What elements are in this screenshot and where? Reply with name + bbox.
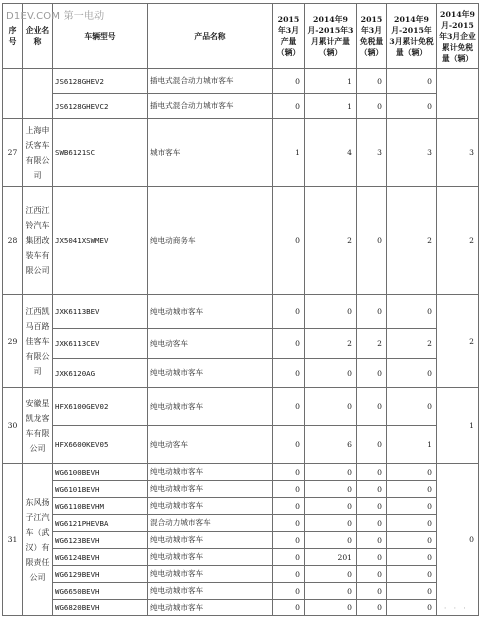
- cell-mar-production: 0: [273, 426, 305, 464]
- cell-cumulative-production: 0: [305, 566, 357, 583]
- cell-vehicle-model: JS6128GHEVC2: [53, 94, 148, 119]
- cell-mar-exemption: 0: [357, 498, 387, 515]
- vehicle-exemption-table: [2, 3, 479, 616]
- cell-serial-no: 29: [3, 295, 23, 388]
- table-row: [3, 583, 479, 600]
- cell-company-name: 江西江铃汽车集团改装车有限公司: [23, 187, 53, 295]
- cell-company-name: 安徽星凯龙客车有限公司: [23, 388, 53, 464]
- cell-mar-production: 0: [273, 481, 305, 498]
- cell-mar-production: 0: [273, 566, 305, 583]
- cell-mar-production: 0: [273, 295, 305, 329]
- header-product: 产品名称: [148, 4, 273, 69]
- cell-corp-cumulative-exemption: 2: [437, 295, 479, 388]
- cell-mar-production: 0: [273, 329, 305, 359]
- cell-mar-exemption: 0: [357, 566, 387, 583]
- cell-mar-production: 0: [273, 515, 305, 532]
- table-row: [3, 426, 479, 464]
- cell-corp-cumulative-exemption: [437, 69, 479, 119]
- cell-mar-exemption: 0: [357, 426, 387, 464]
- cell-product-name: 纯电动客车: [148, 329, 273, 359]
- cell-vehicle-model: JX5041XSWMEV: [53, 187, 148, 295]
- cell-cumulative-production: 1: [305, 94, 357, 119]
- header-cumulative-production: 2014年9月-2015年3月累计产量（辆）: [305, 4, 357, 69]
- cell-mar-exemption: 0: [357, 583, 387, 600]
- cell-cumulative-exemption: 0: [387, 515, 437, 532]
- cell-product-name: 纯电动城市客车: [148, 532, 273, 549]
- table-row: [3, 69, 479, 94]
- cell-cumulative-production: 2: [305, 329, 357, 359]
- cell-mar-production: 0: [273, 600, 305, 616]
- cell-vehicle-model: SWB6121SC: [53, 119, 148, 187]
- cell-cumulative-production: 0: [305, 388, 357, 426]
- table-row: [3, 515, 479, 532]
- cell-mar-exemption: 0: [357, 532, 387, 549]
- header-cumulative-exemption: 2014年9月-2015年3月累计免税量（辆）: [387, 4, 437, 69]
- cell-product-name: 纯电动城市客车: [148, 498, 273, 515]
- cell-mar-production: 0: [273, 187, 305, 295]
- cell-corp-cumulative-exemption: 1: [437, 388, 479, 464]
- cell-mar-exemption: 0: [357, 515, 387, 532]
- cell-vehicle-model: WG6101BEVH: [53, 481, 148, 498]
- header-mar-production: 2015年3月产量（辆）: [273, 4, 305, 69]
- cell-vehicle-model: WG6100BEVH: [53, 464, 148, 481]
- cell-vehicle-model: WG6820BEVH: [53, 600, 148, 616]
- table-row: [3, 388, 479, 426]
- cell-cumulative-exemption: 1: [387, 426, 437, 464]
- cell-vehicle-model: WG6123BEVH: [53, 532, 148, 549]
- cell-product-name: 纯电动城市客车: [148, 464, 273, 481]
- cell-mar-exemption: 0: [357, 481, 387, 498]
- cell-company-name: 江西凯马百路佳客车有限公司: [23, 295, 53, 388]
- cell-cumulative-production: 0: [305, 295, 357, 329]
- table-row: [3, 359, 479, 388]
- cell-product-name: 纯电动商务车: [148, 187, 273, 295]
- cell-cumulative-exemption: 0: [387, 295, 437, 329]
- table-row: [3, 481, 479, 498]
- cell-cumulative-exemption: 0: [387, 549, 437, 566]
- table-row: [3, 464, 479, 481]
- cell-cumulative-exemption: 0: [387, 583, 437, 600]
- cell-vehicle-model: WG6124BEVH: [53, 549, 148, 566]
- cell-mar-exemption: 0: [357, 388, 387, 426]
- table-row: [3, 94, 479, 119]
- cell-vehicle-model: JXK6120AG: [53, 359, 148, 388]
- cell-cumulative-exemption: 0: [387, 388, 437, 426]
- table-row: [3, 119, 479, 187]
- cell-cumulative-exemption: 0: [387, 481, 437, 498]
- cell-cumulative-production: 6: [305, 426, 357, 464]
- cell-vehicle-model: WG6121PHEVBA: [53, 515, 148, 532]
- cell-product-name: 纯电动城市客车: [148, 566, 273, 583]
- cell-serial-no: 30: [3, 388, 23, 464]
- cell-mar-production: 0: [273, 583, 305, 600]
- cell-vehicle-model: JS6128GHEV2: [53, 69, 148, 94]
- cell-corp-cumulative-exemption: 0: [437, 464, 479, 616]
- cell-cumulative-production: 0: [305, 464, 357, 481]
- cell-serial-no: [3, 69, 23, 119]
- cell-cumulative-exemption: 3: [387, 119, 437, 187]
- cell-vehicle-model: JXK6113BEV: [53, 295, 148, 329]
- cell-product-name: 纯电动客车: [148, 426, 273, 464]
- cell-vehicle-model: JXK6113CEV: [53, 329, 148, 359]
- cell-mar-production: 0: [273, 359, 305, 388]
- header-model: 车辆型号: [53, 4, 148, 69]
- cell-serial-no: 31: [3, 464, 23, 616]
- cell-company-name: [23, 69, 53, 119]
- cell-product-name: 纯电动城市客车: [148, 295, 273, 329]
- table-row: [3, 295, 479, 329]
- cell-vehicle-model: WG6129BEVH: [53, 566, 148, 583]
- cell-company-name: 东风扬子江汽车（武汉）有限责任公司: [23, 464, 53, 616]
- cell-company-name: 上海申沃客车有限公司: [23, 119, 53, 187]
- cell-cumulative-production: 0: [305, 359, 357, 388]
- cell-cumulative-exemption: 2: [387, 187, 437, 295]
- cell-serial-no: 28: [3, 187, 23, 295]
- cell-mar-production: 0: [273, 464, 305, 481]
- header-company: 企业名称: [23, 4, 53, 69]
- table-row: [3, 566, 479, 583]
- cell-mar-exemption: 0: [357, 359, 387, 388]
- header-corp-cumulative-exemption: 2014年9月-2015年3月企业累计免税量（辆）: [437, 4, 479, 69]
- cell-product-name: 纯电动城市客车: [148, 388, 273, 426]
- cell-cumulative-exemption: 0: [387, 69, 437, 94]
- cell-corp-cumulative-exemption: 2: [437, 187, 479, 295]
- cell-mar-exemption: 0: [357, 94, 387, 119]
- table-row: [3, 187, 479, 295]
- cell-mar-exemption: 0: [357, 69, 387, 94]
- cell-product-name: 纯电动城市客车: [148, 549, 273, 566]
- cell-mar-production: 0: [273, 388, 305, 426]
- cell-mar-production: 1: [273, 119, 305, 187]
- cell-corp-cumulative-exemption: 3: [437, 119, 479, 187]
- cell-cumulative-production: 0: [305, 532, 357, 549]
- cell-cumulative-production: 0: [305, 583, 357, 600]
- table-row: [3, 329, 479, 359]
- cell-mar-production: 0: [273, 498, 305, 515]
- cell-mar-exemption: 3: [357, 119, 387, 187]
- table-row: [3, 498, 479, 515]
- cell-mar-exemption: 2: [357, 329, 387, 359]
- table-row: [3, 549, 479, 566]
- cell-cumulative-production: 201: [305, 549, 357, 566]
- cell-cumulative-production: 0: [305, 498, 357, 515]
- cell-cumulative-production: 2: [305, 187, 357, 295]
- cell-product-name: 城市客车: [148, 119, 273, 187]
- scroll-indicator: · · ·: [443, 604, 468, 614]
- cell-cumulative-exemption: 2: [387, 329, 437, 359]
- cell-product-name: 纯电动城市客车: [148, 600, 273, 616]
- cell-cumulative-production: 4: [305, 119, 357, 187]
- cell-mar-exemption: 0: [357, 464, 387, 481]
- cell-cumulative-exemption: 0: [387, 359, 437, 388]
- cell-mar-production: 0: [273, 69, 305, 94]
- header-mar-exemption: 2015年3月免税量（辆）: [357, 4, 387, 69]
- cell-cumulative-production: 1: [305, 69, 357, 94]
- cell-serial-no: 27: [3, 119, 23, 187]
- cell-mar-exemption: 0: [357, 187, 387, 295]
- cell-cumulative-exemption: 0: [387, 94, 437, 119]
- cell-product-name: 纯电动城市客车: [148, 583, 273, 600]
- cell-cumulative-production: 0: [305, 600, 357, 616]
- cell-mar-production: 0: [273, 94, 305, 119]
- table-row: [3, 600, 479, 616]
- cell-mar-exemption: 0: [357, 600, 387, 616]
- cell-cumulative-production: 0: [305, 481, 357, 498]
- cell-product-name: 纯电动城市客车: [148, 481, 273, 498]
- header-no: 序号: [3, 4, 23, 69]
- cell-cumulative-production: 0: [305, 515, 357, 532]
- cell-product-name: 纯电动城市客车: [148, 359, 273, 388]
- cell-cumulative-exemption: 0: [387, 600, 437, 616]
- cell-mar-production: 0: [273, 549, 305, 566]
- table-row: [3, 532, 479, 549]
- cell-product-name: 插电式混合动力城市客车: [148, 69, 273, 94]
- watermark: D1EV.COM 第一电动: [6, 11, 105, 22]
- cell-vehicle-model: HFX6600KEV05: [53, 426, 148, 464]
- cell-cumulative-exemption: 0: [387, 532, 437, 549]
- cell-product-name: 混合动力城市客车: [148, 515, 273, 532]
- cell-vehicle-model: WG6110BEVHM: [53, 498, 148, 515]
- cell-product-name: 插电式混合动力城市客车: [148, 94, 273, 119]
- cell-mar-exemption: 0: [357, 295, 387, 329]
- cell-mar-production: 0: [273, 532, 305, 549]
- cell-mar-exemption: 0: [357, 549, 387, 566]
- cell-vehicle-model: WG6650BEVH: [53, 583, 148, 600]
- cell-cumulative-exemption: 0: [387, 498, 437, 515]
- cell-cumulative-exemption: 0: [387, 566, 437, 583]
- cell-vehicle-model: HFX6100GEV02: [53, 388, 148, 426]
- cell-cumulative-exemption: 0: [387, 464, 437, 481]
